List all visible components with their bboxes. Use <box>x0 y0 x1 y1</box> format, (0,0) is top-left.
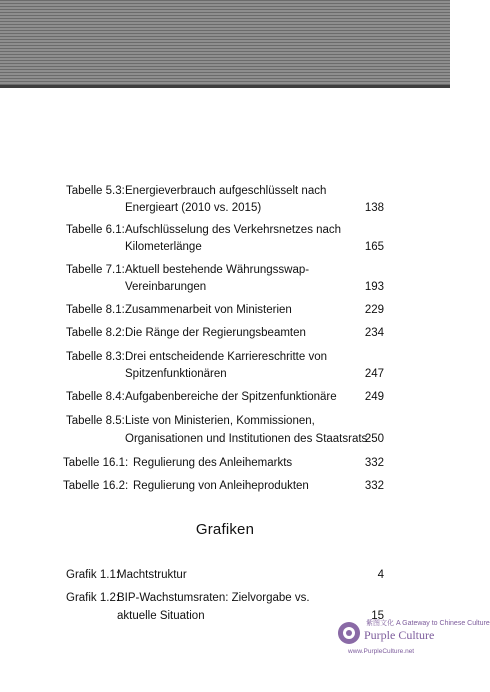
entry-label: Tabelle 8.5: <box>66 415 125 427</box>
entry-title-line-1: Regulierung von Anleiheprodukten <box>133 480 309 492</box>
purple-culture-watermark <box>334 612 490 666</box>
watermark-url: www.PurpleCulture.net <box>348 648 415 655</box>
entry-title-line-1: Die Ränge der Regierungsbeamten <box>125 327 306 339</box>
entry-page-number: 250 <box>364 433 384 445</box>
entry-page-number: 247 <box>364 368 384 380</box>
entry-title-line-1: Regulierung des Anleihemarkts <box>133 457 293 469</box>
entry-page-number: 249 <box>364 391 384 403</box>
entry-page-number: 4 <box>377 569 384 581</box>
entry-page-number: 229 <box>364 304 384 316</box>
purple-culture-logo-icon <box>338 622 360 644</box>
entry-label: Tabelle 5.3: <box>66 185 125 197</box>
watermark-tagline: 紫图文化 A Gateway to Chinese Culture <box>366 620 490 627</box>
entry-label: Tabelle 7.1: <box>66 264 125 276</box>
entry-title-line-1: Energieverbrauch aufgeschlüsselt nach <box>125 185 327 197</box>
entry-page-number: 165 <box>364 241 384 253</box>
entry-label: Grafik 1.2: <box>66 592 120 604</box>
entry-title-line-1: Liste von Ministerien, Kommissionen, <box>125 415 315 427</box>
entry-page-number: 332 <box>364 457 384 469</box>
entry-title-line-1: Aktuell bestehende Währungsswap- <box>125 264 310 276</box>
entry-title-line-2: Energieart (2010 vs. 2015) <box>125 202 262 214</box>
entry-title-line-2: Spitzenfunktionären <box>125 368 227 380</box>
entry-page-number: 234 <box>364 327 384 339</box>
entry-title-line-1: Zusammenarbeit von Ministerien <box>125 304 292 316</box>
entry-title-line-2: Organisationen und Institutionen des Staatsrats <box>125 433 368 445</box>
entry-label: Tabelle 8.3: <box>66 351 125 363</box>
entry-page-number: 15 <box>371 610 384 622</box>
entry-page-number: 138 <box>364 202 384 214</box>
entry-title-line-2: aktuelle Situation <box>117 610 205 622</box>
watermark-brand-name: Purple Culture <box>364 628 435 642</box>
section-heading-grafiken: Grafiken <box>195 521 255 538</box>
entry-label: Tabelle 8.1: <box>66 304 125 316</box>
page-header-band <box>0 0 450 88</box>
entry-page-number: 332 <box>364 480 384 492</box>
entry-label: Tabelle 8.2: <box>66 327 125 339</box>
entry-label: Tabelle 6.1: <box>66 224 125 236</box>
entry-title-line-2: Vereinbarungen <box>125 281 207 293</box>
entry-label: Tabelle 16.1: <box>63 457 129 469</box>
entry-label: Tabelle 8.4: <box>66 391 125 403</box>
entry-title-line-1: Machtstruktur <box>117 569 187 581</box>
entry-title-line-1: BIP-Wachstumsraten: Zielvorgabe vs. <box>117 592 310 604</box>
entry-title-line-2: Kilometerlänge <box>125 241 202 253</box>
entry-label: Tabelle 16.2: <box>63 480 129 492</box>
entry-title-line-1: Drei entscheidende Karriereschritte von <box>125 351 327 363</box>
entry-title-line-1: Aufschlüsselung des Verkehrsnetzes nach <box>125 224 342 236</box>
entry-page-number: 193 <box>364 281 384 293</box>
entry-label: Grafik 1.1: <box>66 569 120 581</box>
entry-title-line-1: Aufgabenbereiche der Spitzenfunktionäre <box>125 391 337 403</box>
